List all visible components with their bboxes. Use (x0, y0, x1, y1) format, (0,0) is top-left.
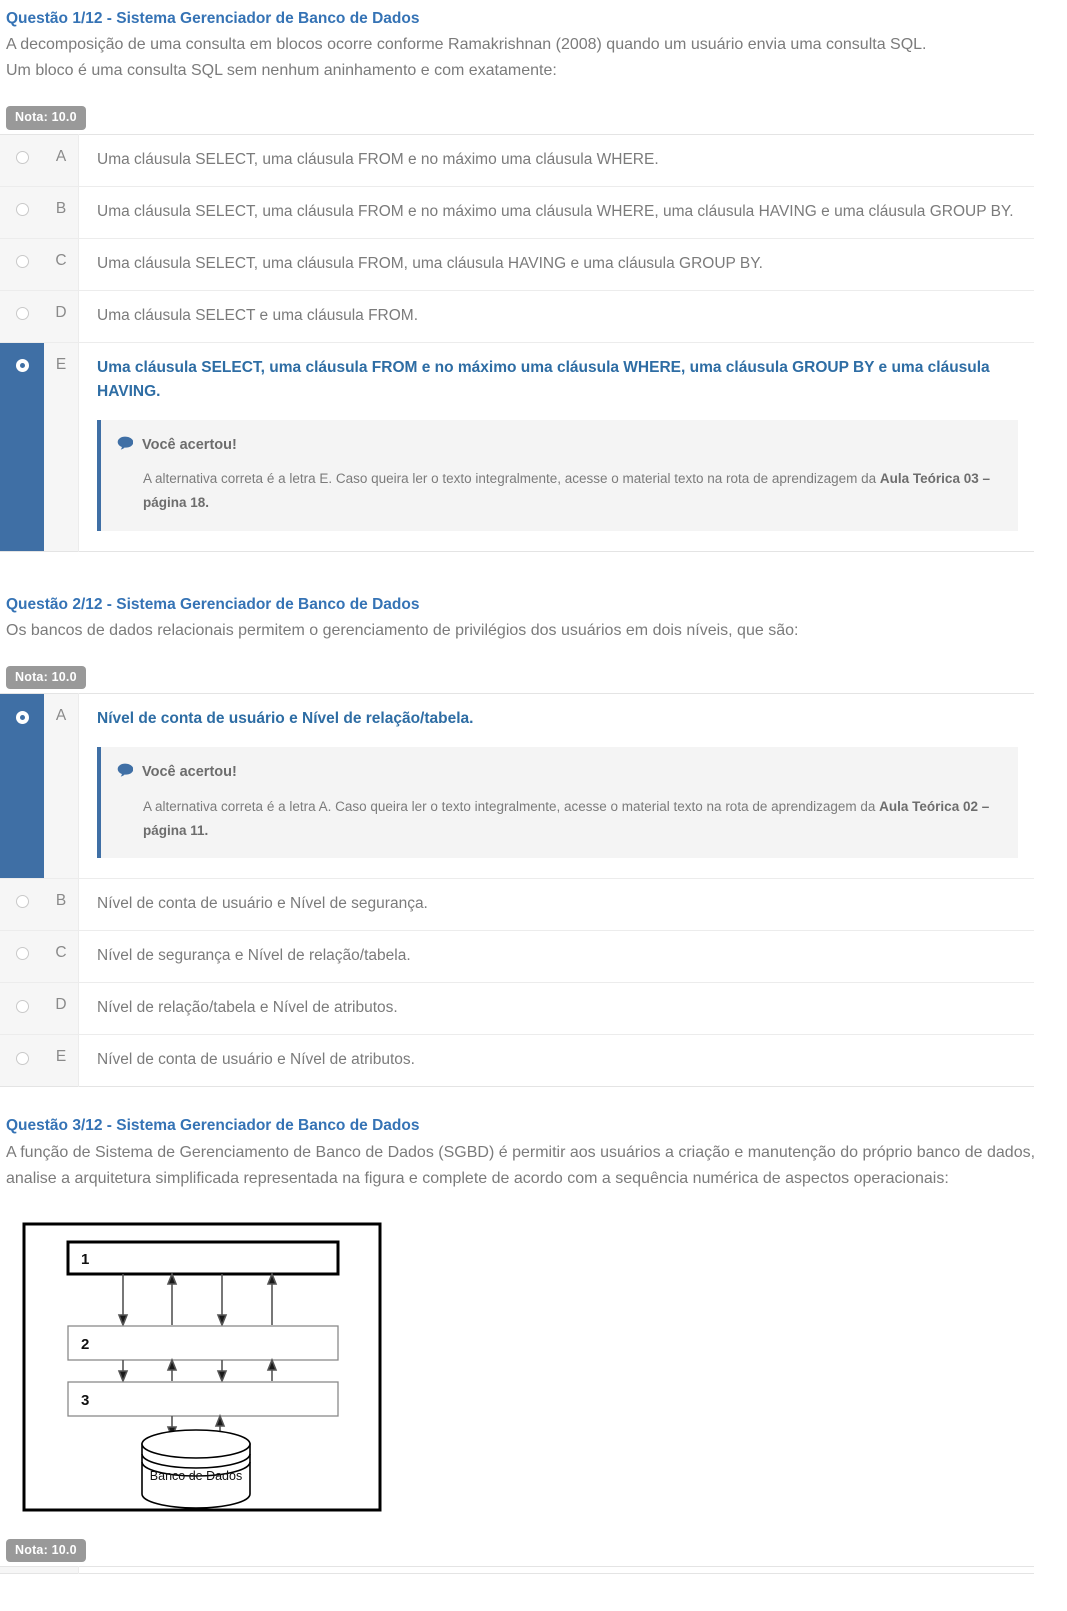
feedback-body (117, 467, 1000, 514)
feedback-title-row (117, 434, 1000, 457)
option-row[interactable] (0, 134, 1034, 186)
comment-bubble-icon (117, 762, 133, 784)
question-statement (6, 32, 1036, 84)
option-letter: E (44, 1035, 79, 1087)
feedback-title: Você acertou! (142, 764, 237, 781)
radio-checked-icon[interactable] (16, 359, 29, 372)
feedback-title-row (117, 761, 1000, 784)
option-letter: D (44, 290, 79, 342)
option-row[interactable] (0, 931, 1034, 983)
nota-badge-wrap (6, 106, 1067, 130)
radio-unchecked-icon[interactable] (16, 947, 29, 960)
option-text[interactable]: Nível de conta de usuário e Nível de segurança. (79, 879, 1035, 931)
section-spacer (0, 1087, 1067, 1107)
feedback-body-text: A alternativa correta é a letra A. Caso queira ler o texto integralmente, acesse o material texto na rota de aprendizagem da (143, 798, 880, 814)
option-text[interactable]: Nível de segurança e Nível de relação/tabela. (79, 931, 1035, 983)
radio-cell[interactable] (0, 1567, 44, 1574)
option-row-selected[interactable] (0, 342, 1034, 551)
status-badge: Nota: 10.0 (6, 1539, 86, 1563)
feedback-body-text: A alternativa correta é a letra E. Caso queira ler o texto integralmente, acesse o material texto na rota de aprendizagem da (143, 471, 880, 487)
feedback-reference: Aula Teórica 03 – página 18. (143, 471, 990, 510)
option-text[interactable]: Uma cláusula SELECT, uma cláusula FROM, uma cláusula HAVING e uma cláusula GROUP BY. (79, 238, 1035, 290)
option-text-selected[interactable] (79, 342, 1035, 551)
options-table (0, 134, 1034, 552)
option-letter: E (44, 342, 79, 551)
question-block-2 (0, 586, 1067, 1088)
question-block-3 (0, 1107, 1067, 1574)
statement-line: Os bancos de dados relacionais permitem o gerenciamento de privilégios dos usuários em dois níveis, que são: (6, 622, 799, 640)
option-text[interactable]: Uma cláusula SELECT, uma cláusula FROM e no máximo uma cláusula WHERE. (79, 134, 1035, 186)
radio-cell[interactable] (0, 134, 44, 186)
option-row[interactable] (0, 983, 1034, 1035)
radio-cell[interactable] (0, 186, 44, 238)
feedback-title: Você acertou! (142, 436, 237, 453)
option-text[interactable] (79, 1567, 1035, 1574)
nota-badge-wrap (6, 1539, 1067, 1563)
radio-unchecked-icon[interactable] (16, 895, 29, 908)
question-heading: Questão 1/12 - Sistema Gerenciador de Banco de Dados (6, 10, 420, 27)
feedback-body (117, 795, 1000, 842)
radio-unchecked-icon[interactable] (16, 1052, 29, 1065)
feedback-box (97, 747, 1018, 858)
option-text-selected[interactable] (79, 694, 1035, 879)
question-heading: Questão 3/12 - Sistema Gerenciador de Banco de Dados (6, 1117, 420, 1135)
figure-label-3: 3 (81, 1391, 90, 1409)
radio-cell[interactable] (0, 1035, 44, 1087)
option-row[interactable] (0, 879, 1034, 931)
option-letter: C (44, 931, 79, 983)
question-statement (6, 1140, 1036, 1192)
option-text: Uma cláusula SELECT, uma cláusula FROM e no máximo uma cláusula WHERE, uma cláusula GROUP BY e uma cláusula HAVING. (97, 358, 990, 400)
section-spacer (0, 552, 1067, 586)
radio-cell[interactable] (0, 290, 44, 342)
radio-unchecked-icon[interactable] (16, 307, 29, 320)
figure-db-label: Banco de Dados (149, 1468, 243, 1483)
status-badge: Nota: 10.0 (6, 666, 86, 690)
sgbd-architecture-diagram (22, 1222, 382, 1512)
option-row[interactable] (0, 186, 1034, 238)
option-letter: A (44, 134, 79, 186)
radio-unchecked-icon[interactable] (16, 151, 29, 164)
option-letter: B (44, 879, 79, 931)
feedback-box (97, 420, 1018, 531)
options-table (0, 693, 1034, 1087)
option-letter: D (44, 983, 79, 1035)
option-text[interactable]: Uma cláusula SELECT, uma cláusula FROM e no máximo uma cláusula WHERE, uma cláusula HAVING e uma cláusula GROUP BY. (79, 186, 1035, 238)
question-heading: Questão 2/12 - Sistema Gerenciador de Banco de Dados (6, 595, 420, 613)
feedback-reference: Aula Teórica 02 – página 11. (143, 798, 990, 838)
question-block-1 (0, 0, 1067, 552)
figure-label-1: 1 (81, 1250, 90, 1268)
option-row-selected[interactable] (0, 694, 1034, 879)
options-table (0, 1566, 1034, 1574)
option-row[interactable] (0, 1035, 1034, 1087)
radio-cell[interactable] (0, 931, 44, 983)
architecture-figure (22, 1222, 1067, 1517)
option-text[interactable]: Uma cláusula SELECT e uma cláusula FROM. (79, 290, 1035, 342)
radio-cell[interactable] (0, 879, 44, 931)
radio-unchecked-icon[interactable] (16, 255, 29, 268)
radio-cell[interactable] (0, 983, 44, 1035)
radio-cell[interactable] (0, 694, 44, 879)
radio-cell[interactable] (0, 238, 44, 290)
radio-checked-icon[interactable] (16, 711, 29, 724)
comment-bubble-icon (117, 435, 133, 457)
question-statement (6, 618, 1036, 644)
option-text[interactable]: Nível de conta de usuário e Nível de atributos. (79, 1035, 1035, 1087)
option-letter: C (44, 238, 79, 290)
radio-unchecked-icon[interactable] (16, 203, 29, 216)
option-text[interactable]: Nível de relação/tabela e Nível de atributos. (79, 983, 1035, 1035)
statement-line: Um bloco é uma consulta SQL sem nenhum aninhamento e com exatamente: (6, 62, 557, 80)
option-letter: A (44, 694, 79, 879)
option-row[interactable] (0, 1567, 1034, 1574)
figure-label-2: 2 (81, 1335, 90, 1353)
option-text: Nível de conta de usuário e Nível de relação/tabela. (97, 710, 474, 728)
option-row[interactable] (0, 290, 1034, 342)
statement-line: A decomposição de uma consulta em blocos ocorre conforme Ramakrishnan (2008) quando um usuário envia uma consulta SQL. (6, 36, 927, 54)
option-row[interactable] (0, 238, 1034, 290)
status-badge: Nota: 10.0 (6, 106, 86, 130)
statement-line: A função de Sistema de Gerenciamento de Banco de Dados (SGBD) é permitir aos usuários a criação e manutenção do próprio banco de dados, analise a arquitetura simplificada representada na figura e complete de acordo com a sequência numérica de aspectos operacionais: (6, 1143, 1036, 1187)
nota-badge-wrap (6, 666, 1067, 690)
option-letter: B (44, 186, 79, 238)
radio-unchecked-icon[interactable] (16, 1000, 29, 1013)
option-letter (44, 1567, 79, 1574)
radio-cell[interactable] (0, 342, 44, 551)
